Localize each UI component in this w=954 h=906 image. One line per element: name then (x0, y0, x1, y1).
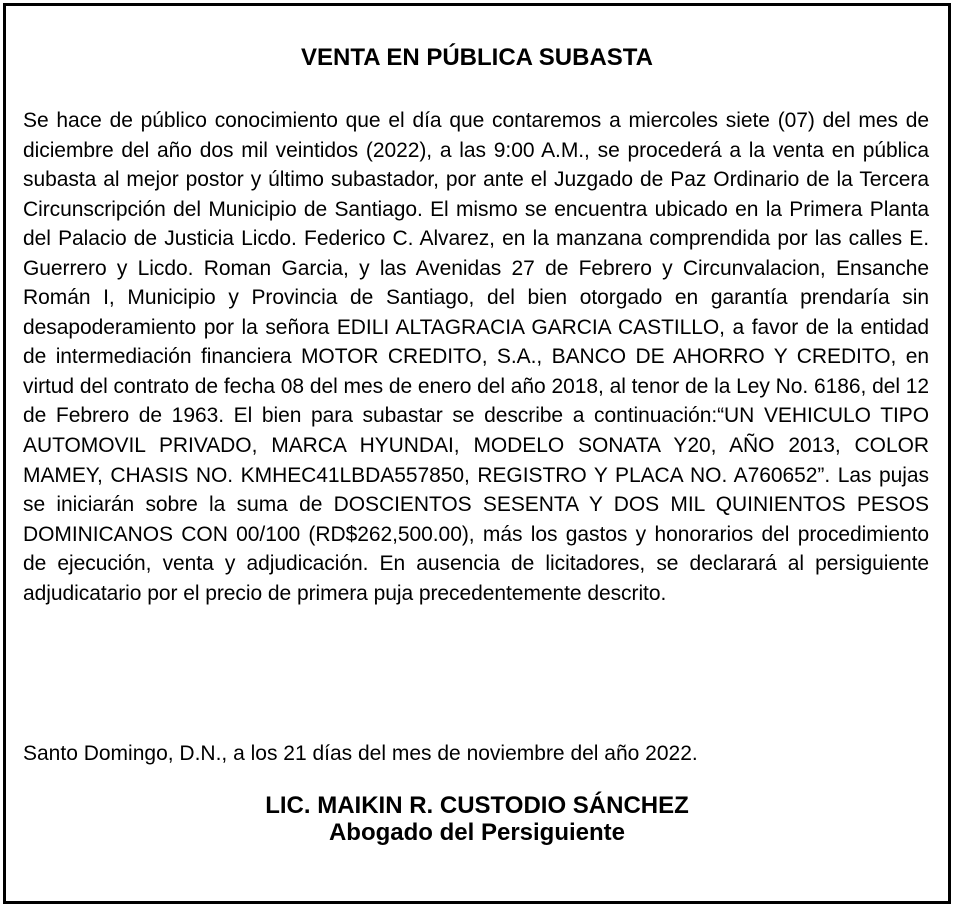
signature-block (6, 792, 948, 846)
notice-title: VENTA EN PÚBLICA SUBASTA (300, 44, 653, 71)
signatory-role: Abogado del Persiguiente (328, 819, 626, 846)
signatory-name: LIC. MAIKIN R. CUSTODIO SÁNCHEZ (265, 792, 689, 819)
notice-body: Se hace de público conocimiento que el día que contaremos a miercoles siete (07) del mes de diciembre del año dos mil veintidos (2022), a las 9:00 A.M., se procederá a la venta en pública subasta al mejor postor y último subastador, por ante el Juzgado de Paz Ordinario de la Tercera Circunscripción del Municipio de Santiago. El mismo se encuentra ubicado en la Primera Planta del Palacio de Justicia Licdo. Federico C. Alvarez, en la manzana comprendida por las calles E. Guerrero y Licdo. Roman Garcia, y las Avenidas 27 de Febrero y Circunvalacion, Ensanche Román I, Municipio y Provincia de Santiago, del bien otorgado en garantía prendaría sin desapoderamiento por la señora EDILI ALTAGRACIA GARCIA CASTILLO, a favor de la entidad de intermediación financiera MOTOR CREDITO, S.A., BANCO DE AHORRO Y CREDITO, en virtud del contrato de fecha 08 del mes de enero del año 2018, al tenor de la Ley No. 6186, del 12 de Febrero de 1963. El bien para subastar se describe a continuación:“UN VEHICULO TIPO AUTOMOVIL PRIVADO, MARCA HYUNDAI, MODELO SONATA Y20, AÑO 2013, COLOR MAMEY, CHASIS NO. KMHEC41LBDA557850, REGISTRO Y PLACA NO. A760652”. Las pujas se iniciarán sobre la suma de DOSCIENTOS SESENTA Y DOS MIL QUINIENTOS PESOS DOMINICANOS CON 00/100 (RD$262,500.00), más los gastos y honorarios del procedimiento de ejecución, venta y adjudicación. En ausencia de licitadores, se declarará al persiguiente adjudicatario por el precio de primera puja precedentemente descrito. (23, 109, 929, 605)
legal-notice (3, 3, 951, 904)
notice-place-date: Santo Domingo, D.N., a los 21 días del mes de noviembre del año 2022. (23, 742, 698, 765)
